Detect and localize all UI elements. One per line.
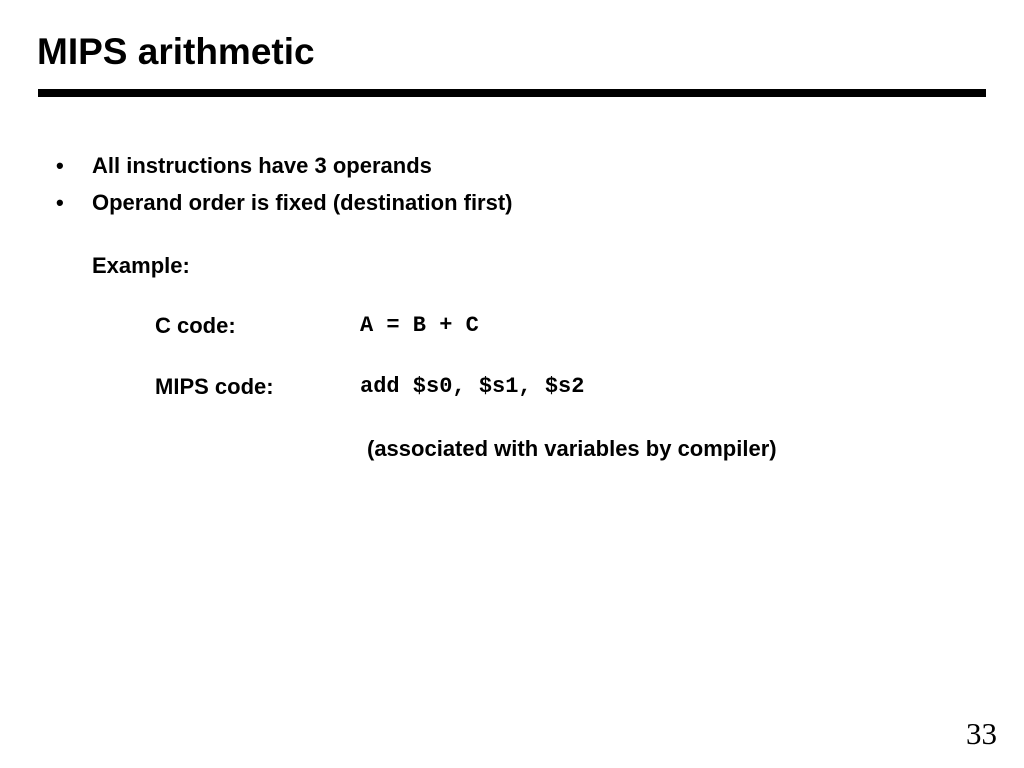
page-number: 33 — [966, 716, 997, 751]
slide-title: MIPS arithmetic — [37, 31, 315, 72]
c-code-label: C code: — [155, 313, 236, 338]
mips-code-label: MIPS code: — [155, 374, 274, 399]
c-code-value: A = B + C — [360, 313, 479, 338]
bullet-marker: • — [56, 190, 64, 215]
example-label: Example: — [92, 253, 190, 278]
compiler-note: (associated with variables by compiler) — [367, 436, 777, 461]
bullet-operand-count: All instructions have 3 operands — [92, 153, 432, 178]
bullet-marker: • — [56, 153, 64, 178]
bullet-operand-order: Operand order is fixed (destination first) — [92, 190, 513, 215]
mips-code-value: add $s0, $s1, $s2 — [360, 374, 585, 399]
title-divider — [38, 89, 986, 97]
